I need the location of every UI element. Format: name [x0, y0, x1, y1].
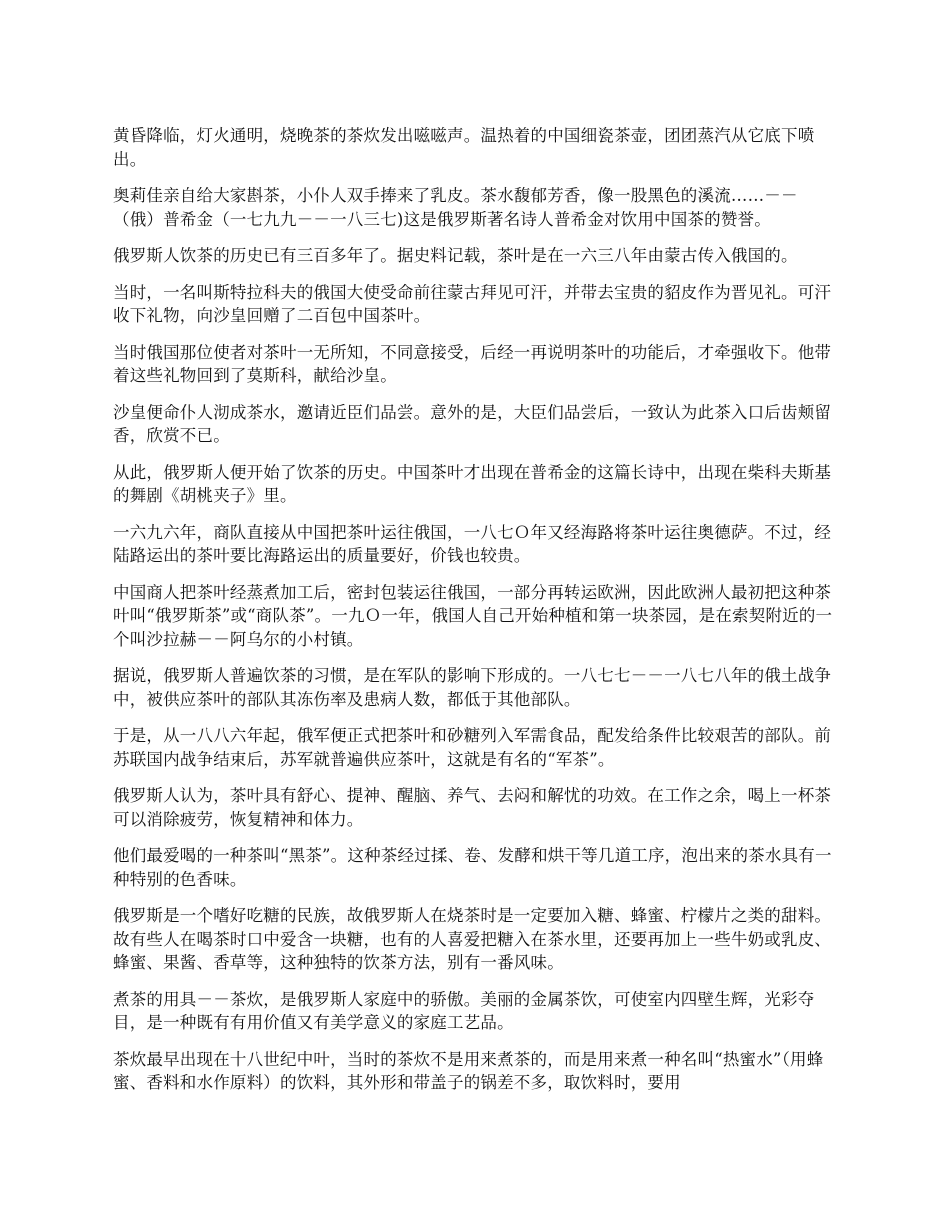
paragraph-10: 据说，俄罗斯人普遍饮茶的习惯，是在军队的影响下形成的。一八七七－－一八七八年的俄土战争中，被供应茶叶的部队其冻伤率及患病人数，都低于其他部队。 — [113, 666, 832, 709]
paragraph-11: 于是，从一八八六年起，俄军便正式把茶叶和砂糖列入军需食品，配发给条件比较艰苦的部队。前苏联国内战争结束后，苏军就普遍供应茶叶，这就是有名的“军茶”。 — [113, 726, 832, 769]
paragraph-1: 黄昏降临，灯火通明，烧晚茶的茶炊发出嗞嗞声。温热着的中国细瓷茶壶，团团蒸汽从它底下喷出。 — [113, 126, 815, 169]
paragraph-6: 沙皇便命仆人沏成茶水，邀请近臣们品尝。意外的是，大臣们品尝后，一致认为此茶入口后齿颊留香，欣赏不已。 — [113, 402, 832, 445]
paragraph-13: 他们最爱喝的一种茶叫“黑茶”。这种茶经过揉、卷、发酵和烘干等几道工序，泡出来的茶水具有一种特别的色香味。 — [113, 846, 832, 889]
document-body — [113, 124, 839, 1108]
paragraph-2: 奥莉佳亲自给大家斟茶，小仆人双手捧来了乳皮。茶水馥郁芳香，像一股黑色的溪流……－－（俄）普希金（一七九九－－一八三七)这是俄罗斯著名诗人普希金对饮用中国茶的赞誉。 — [113, 186, 798, 229]
paragraph-7: 从此，俄罗斯人便开始了饮茶的历史。中国茶叶才出现在普希金的这篇长诗中，出现在柴科夫斯基的舞剧《胡桃夹子》里。 — [113, 462, 832, 505]
paragraph-15: 煮茶的用具－－茶炊，是俄罗斯人家庭中的骄傲。美丽的金属茶饮，可使室内四壁生辉，光彩夺目，是一种既有有用价值又有美学意义的家庭工艺品。 — [113, 989, 815, 1032]
paragraph-14: 俄罗斯是一个嗜好吃糖的民族，故俄罗斯人在烧茶时是一定要加入糖、蜂蜜、柠檬片之类的甜料。故有些人在喝茶时口中爱含一块糖，也有的人喜爱把糖入在茶水里，还要再加上一些牛奶或乳皮、蜂蜜、果酱、香草等，这种独特的饮茶方法，别有一番风味。 — [113, 906, 832, 972]
paragraph-4: 当时，一名叫斯特拉科夫的俄国大使受命前往蒙古拜见可汗，并带去宝贵的貂皮作为晋见礼。可汗收下礼物，向沙皇回赠了二百包中国茶叶。 — [113, 282, 832, 325]
paragraph-3: 俄罗斯人饮茶的历史已有三百多年了。据史料记载，茶叶是在一六三八年由蒙古传入俄国的。 — [113, 246, 798, 265]
paragraph-8: 一六九六年，商队直接从中国把茶叶运往俄国，一八七Ｏ年又经海路将茶叶运往奥德萨。不过，经陆路运出的茶叶要比海路运出的质量要好，价钱也较贵。 — [113, 522, 832, 565]
paragraph-16: 茶炊最早出现在十八世纪中叶，当时的茶炊不是用来煮茶的，而是用来煮一种名叫“热蜜水”（用蜂蜜、香料和水作原料）的饮料，其外形和带盖子的锅差不多，取饮料时，要用 — [113, 1049, 824, 1092]
paragraph-9: 中国商人把茶叶经蒸煮加工后，密封包装运往俄国，一部分再转运欧洲，因此欧洲人最初把这种茶叶叫“俄罗斯茶”或“商队茶”。一九Ｏ一年，俄国人自己开始种植和第一块茶园，是在索契附近的一个叫沙拉赫－－阿乌尔的小村镇。 — [113, 582, 833, 649]
paragraph-5: 当时俄国那位使者对茶叶一无所知，不同意接受，后经一再说明茶叶的功能后，才牵强收下。他带着这些礼物回到了莫斯科，献给沙皇。 — [113, 342, 832, 385]
paragraph-12: 俄罗斯人认为，茶叶具有舒心、提神、醒脑、养气、去闷和解忧的功效。在工作之余，喝上一杯茶可以消除疲劳，恢复精神和体力。 — [113, 786, 832, 829]
